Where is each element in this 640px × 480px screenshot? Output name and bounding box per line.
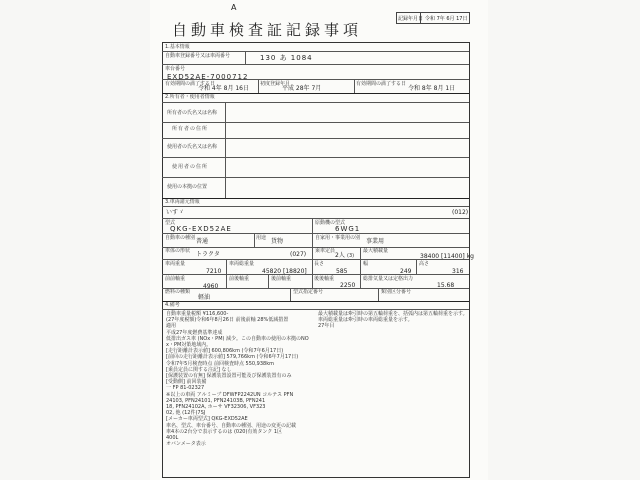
- remark-line: 400L: [166, 435, 179, 441]
- divider: [162, 259, 469, 260]
- width-value: 249: [400, 268, 412, 275]
- divider: [268, 274, 269, 288]
- body-shape-code: (027): [290, 251, 307, 258]
- fuel-label: 燃料の種類: [165, 289, 191, 295]
- maker-code: (012): [452, 209, 469, 216]
- divider: [226, 274, 227, 288]
- user-name-label: 使用者の氏名又は名称: [167, 144, 218, 150]
- use-label: 用途: [256, 235, 267, 241]
- divider: [312, 274, 313, 288]
- corner-mark: A: [231, 3, 237, 12]
- front-rear-axle-label: 前後軸重: [229, 276, 250, 282]
- divider: [162, 309, 469, 310]
- record-frame: [162, 42, 470, 478]
- divider: [162, 102, 469, 103]
- remark-line: 車4本の2台分で表示するのは (020)有効タンク 1区: [166, 428, 283, 435]
- class-number-label: 類別区分番号: [381, 289, 412, 295]
- engine-model-label: 原動機の型式: [315, 220, 346, 226]
- vehicle-kind-label: 自動車の種別: [165, 235, 196, 241]
- rear-rear-axle-value: 2250: [340, 282, 356, 289]
- divider: [162, 177, 469, 178]
- remark-note: 最大積載量は牽引時の第五輪荷重を、括弧内は第五輪荷重を示す。: [318, 311, 468, 317]
- divider: [225, 102, 226, 198]
- divider: [162, 274, 469, 275]
- capacity-value: 2人: [335, 252, 345, 259]
- divider: [162, 301, 469, 302]
- purpose-value: 事業用: [366, 238, 385, 245]
- vehicle-weight-label: 車両重量: [165, 261, 186, 267]
- divider: [354, 79, 355, 93]
- remark-line: ※以上の車両 アルミーブ DFWFP2242UN コルテス PFN: [166, 391, 294, 398]
- divider: [226, 259, 227, 274]
- remark-line: [保護装置の有無] 保護装置設置可能及び保護装置有のみ: [166, 373, 292, 379]
- section1-heading: 1.基本情報: [165, 44, 190, 50]
- max-load-value: 38400 [11400] kg: [420, 253, 474, 260]
- remark-line: [乗員定員に関する注記] なし: [166, 366, 232, 373]
- remark-line: 24103, PFN24101, PFN24103B, PFN241: [166, 397, 266, 404]
- divider: [245, 51, 246, 64]
- expiry-label: 有効期間の満了する日: [165, 81, 216, 87]
- divider: [162, 233, 469, 234]
- purpose-label: 自家用・事業用の別: [315, 235, 361, 241]
- height-value: 316: [452, 268, 464, 275]
- section4-heading: 4.備考: [165, 302, 180, 308]
- owner-name-label: 所有者の氏名又は名称: [167, 110, 218, 116]
- maker-value: いすゞ: [166, 209, 185, 216]
- user-address-label: 使用者の住所: [172, 164, 209, 170]
- valid-until-value: 令和 8年 8月 1日: [408, 85, 456, 92]
- displacement-value: 15.68: [437, 282, 455, 289]
- displacement-label: 総排気量又は定格出力: [363, 276, 414, 282]
- fuel-value: 軽油: [198, 294, 211, 301]
- divider: [290, 288, 291, 301]
- record-date-value: 令和 7年 6月 17日: [425, 15, 468, 22]
- body-shape-label: 車体の形状: [165, 248, 191, 254]
- capacity-sub: (3): [347, 253, 355, 259]
- vehicle-weight-value: 7210: [206, 268, 222, 275]
- max-load-label: 最大積載量: [363, 248, 389, 254]
- divider: [312, 218, 313, 233]
- divider: [416, 259, 417, 274]
- rear-rear-axle-label: 後後軸重: [314, 276, 335, 282]
- reg-number-label: 自動車登録番号又は車両番号: [165, 53, 231, 59]
- gross-weight-value: 45820 [18820]: [262, 268, 307, 275]
- vin-label: 車台番号: [165, 66, 186, 72]
- reg-number-value: 130 あ 1084: [260, 54, 313, 62]
- remark-line: (27年度税額)令和6年8月26日 前後前軸 28%低減措置: [166, 317, 289, 324]
- vehicle-kind-value: 普通: [196, 238, 209, 245]
- divider: [360, 259, 361, 274]
- model-label: 型式: [165, 220, 176, 226]
- expiry-value: 令和 4年 8月 16日: [198, 85, 249, 92]
- divider: [312, 247, 313, 259]
- divider: [360, 247, 361, 259]
- record-date-box: [396, 12, 470, 24]
- remark-line: [前回の走行距離計表示値] 579,766km (令和6年7月17日): [166, 354, 299, 361]
- owner-address-label: 所有者の住所: [172, 126, 209, 132]
- remark-line: [走行距離計表示値] 600,806km (令和7年6月17日): [166, 348, 284, 355]
- remark-line: 自動車重量税額 ¥116,600-: [166, 311, 229, 317]
- gross-weight-label: 車両総重量: [229, 261, 255, 267]
- divider: [312, 259, 313, 274]
- height-label: 高さ: [419, 261, 430, 267]
- divider: [162, 64, 469, 65]
- divider: [162, 218, 469, 219]
- remark-note: 27年目: [318, 323, 335, 329]
- front-front-axle-value: 4960: [203, 283, 219, 290]
- remark-line: 一 FP 81-02327: [166, 385, 205, 392]
- divider: [258, 79, 259, 93]
- remark-line: 02, 他 (12件)7SJ: [166, 410, 206, 417]
- divider: [312, 233, 313, 247]
- divider: [162, 206, 469, 207]
- section2-heading: 2.所有者・使用者情報: [165, 94, 215, 100]
- remark-line: 令和7年5月検査時点 前回検査時点 550,938km: [166, 360, 274, 367]
- first-registration-label: 初度登録年月: [260, 81, 291, 87]
- capacity-label: 乗車定員: [315, 248, 336, 254]
- valid-until-label: 有効期間の満了する日: [356, 81, 407, 87]
- divider: [360, 274, 361, 288]
- length-value: 585: [336, 268, 348, 275]
- remark-line: [受動側] 前回装備: [166, 379, 207, 386]
- divider: [162, 138, 469, 139]
- length-label: 長さ: [314, 261, 325, 267]
- divider: [162, 79, 469, 80]
- divider: [162, 157, 469, 158]
- width-label: 幅: [363, 261, 369, 267]
- remark-line: x・PM対策地域内。: [166, 342, 212, 348]
- remark-line: オバンメータ表示: [166, 441, 206, 448]
- base-location-label: 使用の本拠の位置: [167, 184, 208, 190]
- remark-line: 低排出ガス車 (NOx・PM) 減少。この自動車の使用の本拠のNO: [166, 335, 309, 342]
- section3-heading: 3.車両諸元情報: [165, 199, 200, 205]
- vin-value: EXD52AE-7000712: [167, 73, 249, 81]
- remark-line: 適用: [166, 323, 177, 330]
- rear-front-axle-label: 後前軸重: [271, 276, 292, 282]
- remark-note: 車両総重量は牽引時の車両総重量を示す。: [318, 317, 413, 323]
- model-value: QKG-EXD52AE: [170, 225, 232, 233]
- use-value: 貨物: [271, 238, 284, 245]
- type-designation-label: 型式指定番号: [293, 289, 324, 295]
- record-date-label: 記録年月日: [397, 13, 421, 23]
- divider: [162, 122, 469, 123]
- engine-model-value: 6WG1: [335, 225, 361, 233]
- remark-line: 18, PFN24102A, ホーサ VF32306, VF323: [166, 404, 266, 410]
- body-shape-value: トラクタ: [196, 251, 220, 258]
- remark-line: 平成27年度燃費基準達成: [166, 329, 223, 336]
- front-front-axle-label: 前前軸重: [165, 276, 186, 282]
- divider: [254, 233, 255, 247]
- remark-line: [メーカー車両型式] QKG-EXD52AE: [166, 416, 248, 423]
- page-title: 自動車検査証記録事項: [172, 21, 363, 39]
- divider: [162, 198, 469, 199]
- divider: [378, 288, 379, 301]
- divider: [162, 51, 469, 52]
- first-registration-value: 平成 28年 7月: [282, 85, 322, 92]
- remark-line: 車名、型式、車台番号、自動車の種別、用途の変更の記載: [166, 422, 297, 429]
